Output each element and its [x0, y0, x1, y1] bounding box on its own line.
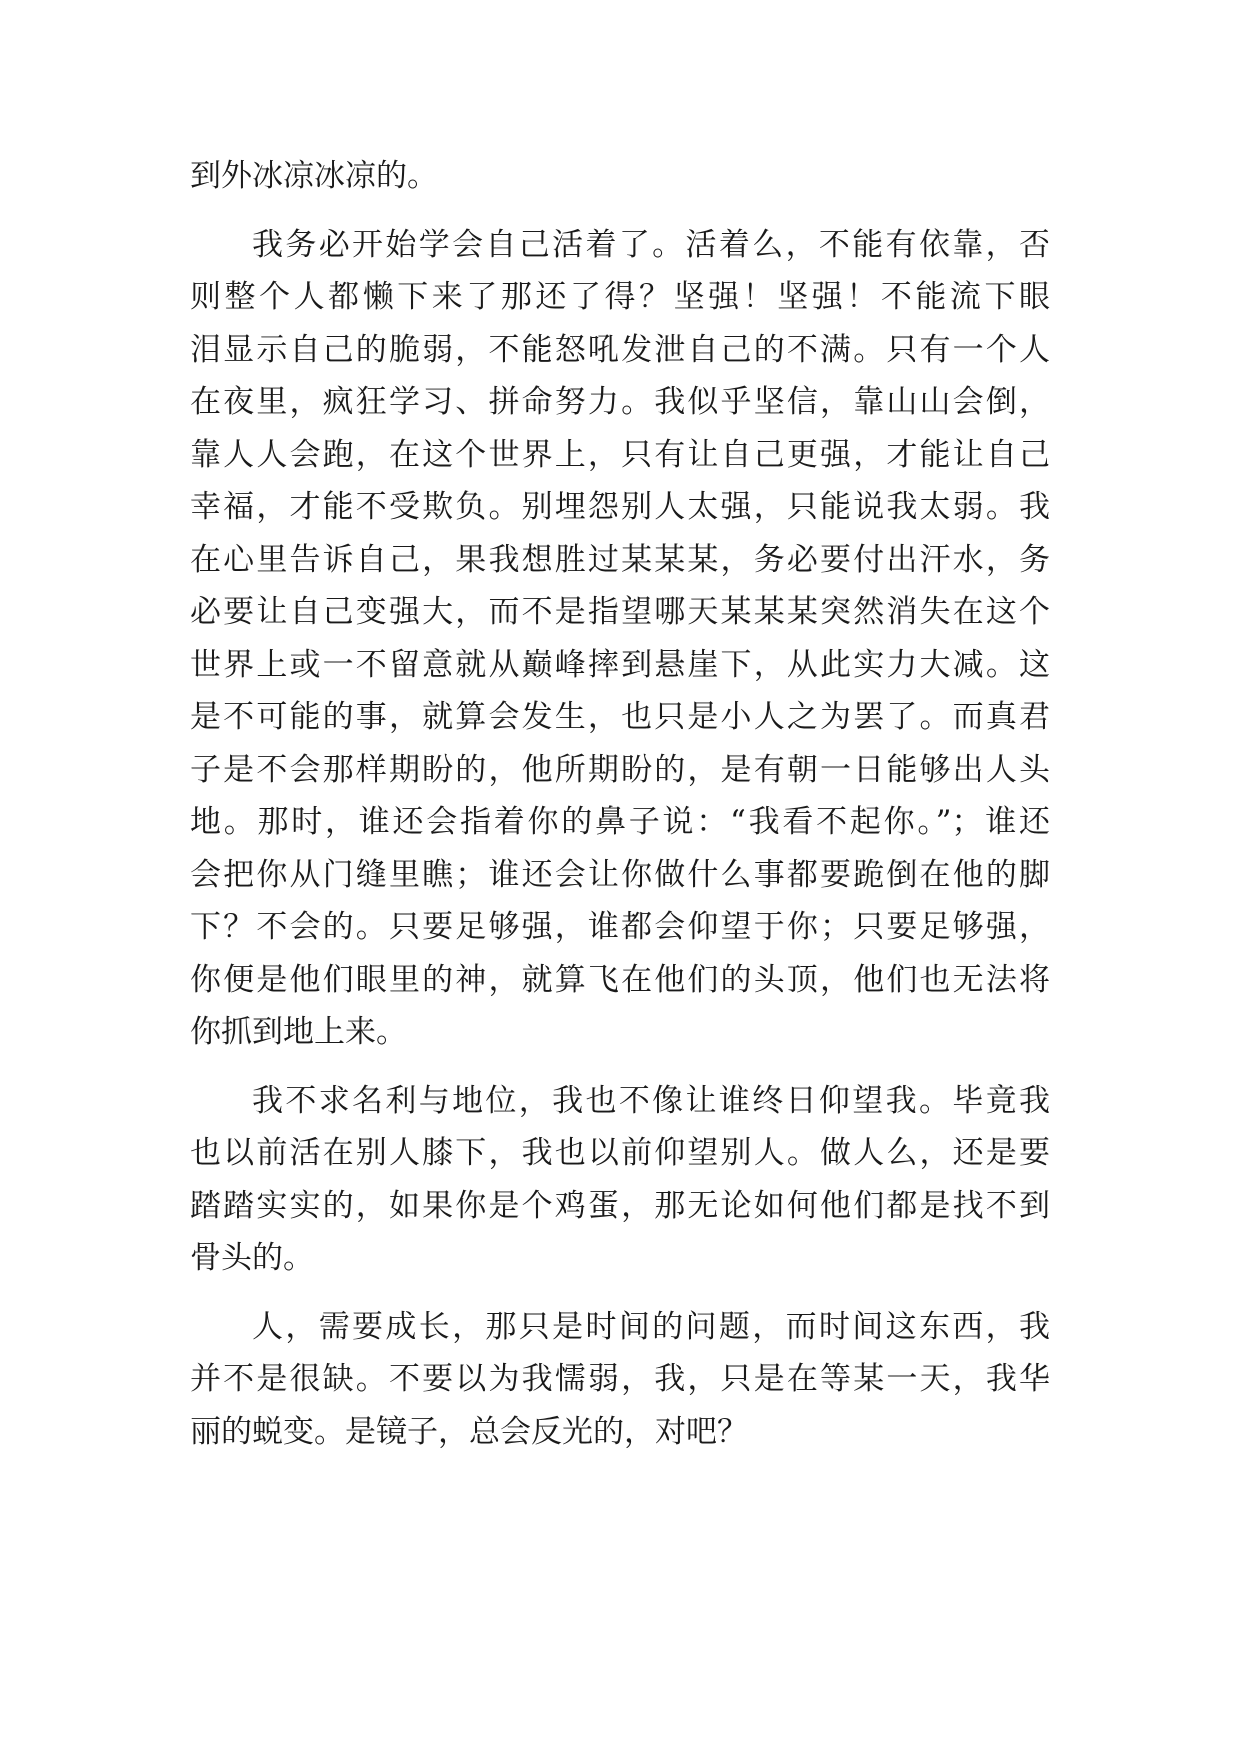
text-line: 泪显示自己的脆弱，不能怒吼发泄自己的不满。只有一个人	[190, 331, 1050, 368]
document-body	[190, 150, 1050, 1458]
text-line: 到外冰凉冰凉的。	[190, 158, 438, 194]
text-line: 丽的蜕变。是镜子，总会反光的，对吧？	[190, 1413, 748, 1450]
text-line: 是不可能的事，就算会发生，也只是小人之为罢了。而真君	[190, 699, 1050, 735]
paragraph-2	[190, 219, 1050, 1059]
paragraph-3	[190, 1075, 1050, 1285]
text-line: 你便是他们眼里的神，就算飞在他们的头顶，他们也无法将	[190, 961, 1050, 998]
text-line: 踏踏实实的，如果你是个鸡蛋，那无论如何他们都是找不到	[190, 1187, 1050, 1224]
text-line: 靠人人会跑，在这个世界上，只有让自己更强，才能让自己	[190, 436, 1050, 473]
text-line: 你抓到地上来。	[190, 1014, 407, 1050]
text-line: 下？不会的。只要足够强，谁都会仰望于你；只要足够强，	[190, 909, 1050, 945]
text-line: 骨头的。	[190, 1240, 314, 1276]
text-line: 会把你从门缝里瞧；谁还会让你做什么事都要跪倒在他的脚	[190, 856, 1050, 893]
text-line: 我务必开始学会自己活着了。活着么，不能有依靠，否	[252, 226, 1050, 263]
text-line: 则整个人都懒下来了那还了得？坚强！坚强！不能流下眼	[190, 279, 1050, 315]
paragraph-4	[190, 1301, 1050, 1459]
text-line: 我不求名利与地位，我也不像让谁终日仰望我。毕竟我	[252, 1082, 1050, 1119]
text-line: 在夜里，疯狂学习、拼命努力。我似乎坚信，靠山山会倒，	[190, 384, 1050, 420]
text-line: 并不是很缺。不要以为我懦弱，我，只是在等某一天，我华	[190, 1361, 1050, 1397]
text-line: 人，需要成长，那只是时间的问题，而时间这东西，我	[252, 1308, 1050, 1345]
text-line: 在心里告诉自己，果我想胜过某某某，务必要付出汗水，务	[190, 541, 1050, 578]
paragraph-1	[190, 150, 1050, 203]
text-line: 世界上或一不留意就从巅峰摔到悬崖下，从此实力大减。这	[190, 646, 1050, 683]
text-line: 幸福，才能不受欺负。别埋怨别人太强，只能说我太弱。我	[190, 489, 1050, 525]
text-line: 也以前活在别人膝下，我也以前仰望别人。做人么，还是要	[190, 1135, 1050, 1171]
text-line: 地。那时，谁还会指着你的鼻子说：“我看不起你。”；谁还	[190, 804, 1050, 840]
text-line: 必要让自己变强大，而不是指望哪天某某某突然消失在这个	[190, 594, 1050, 630]
text-line: 子是不会那样期盼的，他所期盼的，是有朝一日能够出人头	[190, 751, 1050, 788]
